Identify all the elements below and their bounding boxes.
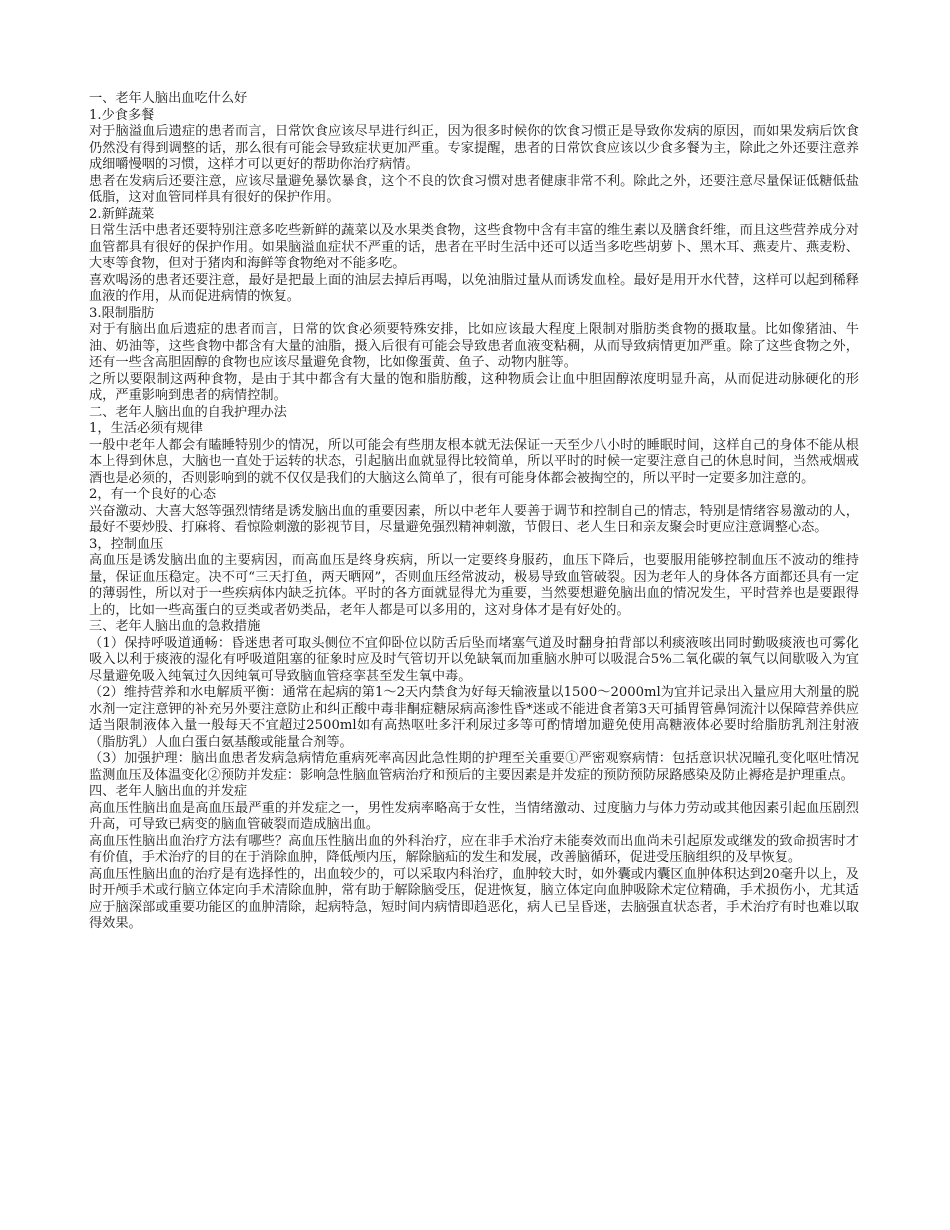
- paragraph: 高血压性脑出血的治疗是有选择性的，出血较少的，可以采取内科治疗，血肿较大时，如外囊或内囊区血肿体积达到20毫升以上，及时开颅手术或行脑立体定向手术清除血肿，常有助于解除脑受压，促进恢复，脑立体定向血肿吸除术定位精确，手术损伤小，尤其适应于脑深部或重要功能区的血肿清除，起病特急，短时间内病情即趋恶化，病人已呈昏迷，去脑强直状态者，手术治疗有时也难以取得效果。: [89, 866, 859, 931]
- paragraph: 兴奋激动、大喜大怒等强烈情绪是诱发脑出血的重要因素，所以中老年人要善于调节和控制自己的情志，特别是情绪容易激动的人，最好不要炒股、打麻将、看惊险刺激的影视节目，尽量避免强烈精神刺激，节假日、老人生日和亲友聚会时更应注意调整心态。: [89, 503, 859, 535]
- paragraph: 一般中老年人都会有瞌睡特别少的情况，所以可能会有些朋友根本就无法保证一天至少八小时的睡眠时间，这样自己的身体不能从根本上得到休息，大脑也一直处于运转的状态，引起脑出血就显得比较简单，所以平时的时候一定要注意自己的休息时间，当然戒烟戒酒也是必须的，否则影响到的就不仅仅是我们的大脑这么简单了，很有可能身体都会被掏空的，所以平时一定要多加注意的。: [89, 437, 859, 486]
- subheading-limit-fat: 3.限制脂肪: [89, 305, 155, 321]
- section-heading-4: 四、老年人脑出血的并发症: [89, 784, 248, 799]
- subheading-fresh-vegetables: 2.新鲜蔬菜: [89, 206, 155, 222]
- paragraph: （2）维持营养和水电解质平衡：通常在起病的第1～2天内禁食为好每天输液量以1500～2000ml为宜并记录出入量应用大剂量的脱水剂一定注意钾的补充另外要注意防止和纠正酸中毒非酮症糖尿病高渗性昏*迷或不能进食者第3天可插胃管鼻饲流汁以保障营养供应适当限制液体入量一般每天不宜超过2500ml如有高热呕吐多汗利尿过多等可酌情增加避免使用高糖液体必要时给脂肪乳剂注射液（脂肪乳）人血白蛋白氨基酸或能量合剂等。: [89, 685, 859, 750]
- paragraph: 喜欢喝汤的患者还要注意，最好是把最上面的油层去掉后再喝，以免油脂过量从而诱发血栓。最好是用开水代替，这样可以起到稀释血液的作用，从而促进病情的恢复。: [89, 272, 859, 304]
- paragraph: 对于有脑出血后遗症的患者而言，日常的饮食必须要特殊安排，比如应该最大程度上限制对脂肪类食物的摄取量。比如像猪油、牛油、奶油等，这些食物中都含有大量的油脂，摄入后很有可能会导致患者血液变粘稠，从而导致病情更加严重。除了这些食物之外，还有一些含高胆固醇的食物也应该尽量避免食物，比如像蛋黄、鱼子、动物内脏等。: [89, 322, 859, 370]
- paragraph: 日常生活中患者还要特别注意多吃些新鲜的蔬菜以及水果类食物，这些食物中含有丰富的维生素以及膳食纤维，而且这些营养成分对血管都具有很好的保护作用。如果脑溢血症状不严重的话，患者在平时生活中还可以适当多吃些胡萝卜、黑木耳、燕麦片、燕麦粉、大枣等食物，但对于猪肉和海鲜等食物绝对不能多吃。: [89, 223, 859, 271]
- subheading-small-meals: 1.少食多餐: [89, 107, 155, 123]
- section-heading-1: 一、老年人脑出血吃什么好: [89, 91, 248, 106]
- paragraph: （3）加强护理：脑出血患者发病急病情危重病死率高因此急性期的护理至关重要①严密观察病情：包括意识状况瞳孔变化呕吐情况监测血压及体温变化②预防并发症：影响急性脑血管病治疗和预后的主要因素是并发症的预防预防尿路感染及防止褥疮是护理重点。: [89, 751, 859, 783]
- paragraph: （1）保持呼吸道通畅：昏迷患者可取头侧位不宜仰卧位以防舌后坠而堵塞气道及时翻身拍背部以利痰液咳出同时勤吸痰液也可雾化吸入以利于痰液的湿化有呼吸道阻塞的征象时应及时气管切开以免缺氧而加重脑水肿可以吸混合5%二氧化碳的氧气以间歇吸入为宜尽量避免吸入纯氧过久因纯氧可导致脑血管痉挛甚至发生氧中毒。: [89, 635, 859, 684]
- paragraph: 之所以要限制这两种食物，是由于其中都含有大量的饱和脂肪酸，这种物质会让血中胆固醇浓度明显升高，从而促进动脉硬化的形成，严重影响到患者的病情控制。: [89, 371, 859, 403]
- paragraph: 对于脑溢血后遗症的患者而言，日常饮食应该尽早进行纠正，因为很多时候你的饮食习惯正是导致你发病的原因，而如果发病后饮食仍然没有得到调整的话，那么很有可能会导致症状更加严重。专家提醒，患者的日常饮食应该以少食多餐为主，除此之外还要注意养成细嚼慢咽的习惯，这样才可以更好的帮助你治疗病情。: [89, 124, 859, 172]
- subheading-good-mindset: 2，有一个良好的心态: [89, 487, 217, 502]
- subheading-regular-life: 1，生活必须有规律: [89, 421, 203, 436]
- section-heading-2: 二、老年人脑出血的自我护理办法: [89, 404, 287, 420]
- paragraph: 患者在发病后还要注意，应该尽量避免暴饮暴食，这个不良的饮食习惯对患者健康非常不利。除此之外，还要注意尽量保证低糖低盐低脂，这对血管同样具有很好的保护作用。: [89, 173, 859, 205]
- paragraph: 高血压是诱发脑出血的主要病因，而高血压是终身疾病，所以一定要终身服药，血压下降后，也要服用能够控制血压不波动的维持量，保证血压稳定。决不可“三天打鱼，两天晒网”，否则血压经常波动，极易导致血管破裂。因为老年人的身体各方面都还具有一定的薄弱性，所以对于一些疾病体内缺乏抗体。平时的各方面就显得尤为重要，当然要想避免脑出血的情况发生，平时营养也是要跟得上的，比如一些高蛋白的豆类或者奶类品，老年人都是可以多用的，这对身体才是有好处的。: [89, 553, 859, 618]
- section-heading-3: 三、老年人脑出血的急救措施: [89, 619, 261, 634]
- subheading-control-blood-pressure: 3，控制血压: [89, 536, 164, 552]
- document-body: [89, 91, 859, 933]
- paragraph: 高血压性脑出血是高血压最严重的并发症之一，男性发病率略高于女性，当情绪激动、过度脑力与体力劳动或其他因素引起血压剧烈升高，可导致已病变的脑血管破裂而造成脑出血。: [89, 800, 859, 832]
- paragraph: 高血压性脑出血治疗方法有哪些？高血压性脑出血的外科治疗，应在非手术治疗未能奏效而出血尚未引起原发或继发的致命损害时才有价值，手术治疗的目的在于消除血肿，降低颅内压，解除脑疝的发生和发展，改善脑循环，促进受压脑组织的及早恢复。: [89, 833, 859, 865]
